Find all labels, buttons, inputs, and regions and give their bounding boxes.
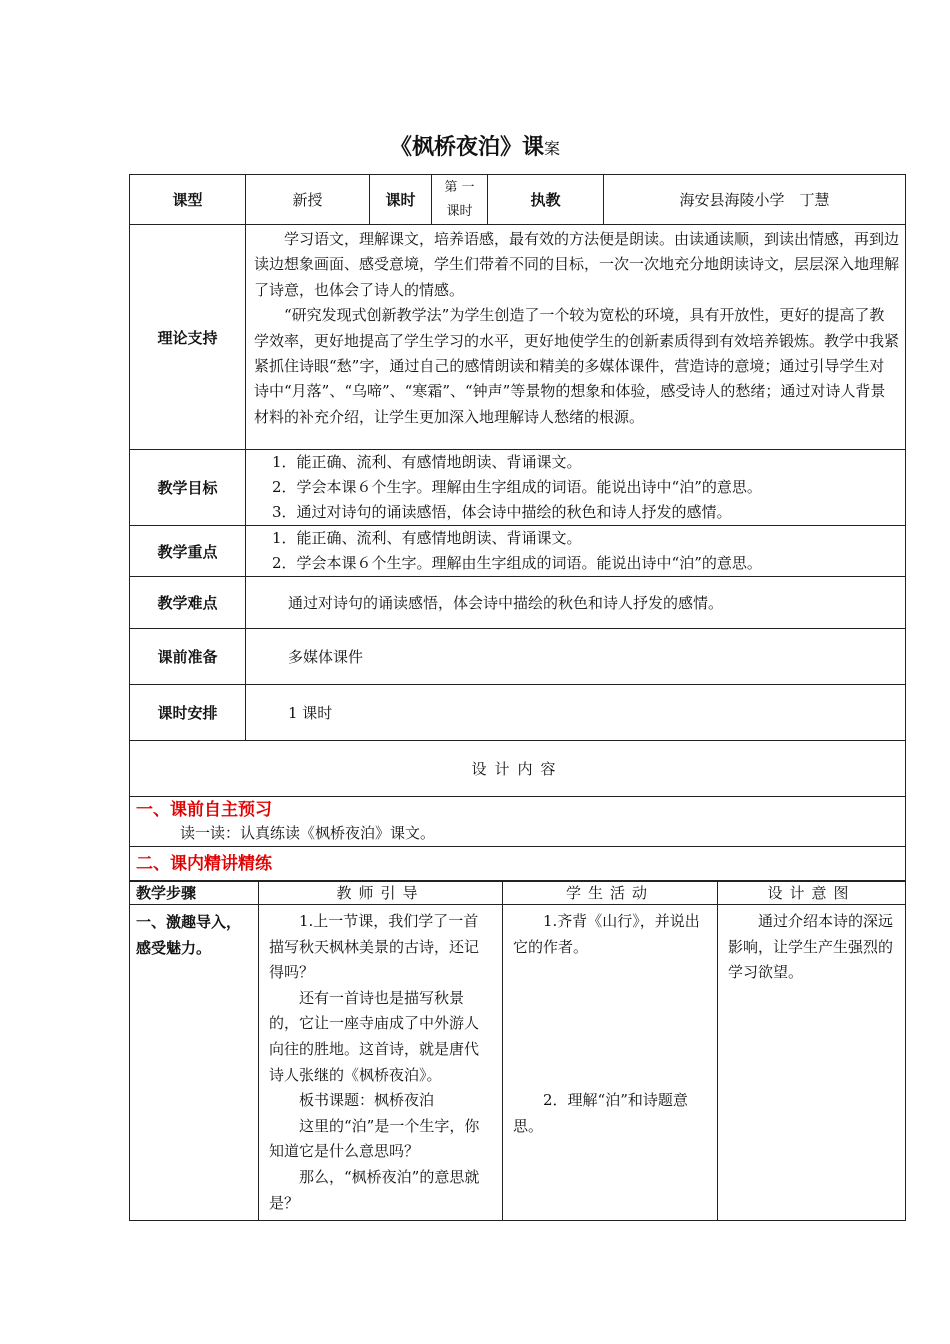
period-value: 第 一 课时 xyxy=(432,175,488,225)
key-points-label: 教学重点 xyxy=(130,526,246,577)
goal-item-1: 1．能正确、流利、有感情地朗读、背诵课文。 xyxy=(272,453,582,471)
step1-name: 一、激趣导入，感受魅力。 xyxy=(130,905,259,1221)
theory-paragraph-1: 学习语文，理解课文，培养语感，最有效的方法便是朗读。由读通读顺，到读出情感，再到边读边想象画面、感受意境，学生们带着不同的目标，一次一次地充分地朗读诗文，层层深入地理解了诗意，也体会了诗人的情感。 xyxy=(254,230,900,299)
difficulty-label: 教学难点 xyxy=(130,577,246,629)
preparation-value: 多媒体课件 xyxy=(246,629,906,685)
goals-row xyxy=(130,450,906,526)
theory-paragraph-2: “研究发现式创新教学法”为学生创造了一个较为宽松的环境，具有开放性，更好的提高了教学效率，更好地提高了学生学习的水平，更好地使学生的创新素质得到有效培养锻炼。教学中我紧紧抓住诗眼“愁”字，通过自己的感情朗读和精美的多媒体课件，营造诗的意境；通过引导学生对诗中“月落”、“乌啼”、“寒霜”、“钟声”等景物的想象和体验，感受诗人的愁绪；通过对诗人背景材料的补充介绍，让学生更加深入地理解诗人愁绪的根源。 xyxy=(254,306,900,426)
key-points-content xyxy=(246,526,906,577)
teacher-label: 执教 xyxy=(488,175,604,225)
student-column-header: 学生活动 xyxy=(503,881,718,905)
step1-student xyxy=(503,905,718,1221)
step1-row xyxy=(130,905,906,1221)
lesson-plan-table xyxy=(129,174,906,882)
step1-intent xyxy=(718,905,906,1221)
steps-table xyxy=(129,880,906,1221)
goals-label: 教学目标 xyxy=(130,450,246,526)
student-spacer xyxy=(513,960,707,1088)
key-point-item-1: 1．能正确、流利、有感情地朗读、背诵课文。 xyxy=(272,529,582,547)
difficulty-row xyxy=(130,577,906,629)
teacher-column-header: 教师引导 xyxy=(259,881,503,905)
theory-row xyxy=(130,225,906,450)
teacher-value: 海安县海陵小学 丁慧 xyxy=(604,175,906,225)
teacher-line-4: 这里的“泊”是一个生字，你知道它是什么意思吗？ xyxy=(269,1116,480,1161)
schedule-value: 1 课时 xyxy=(246,685,906,741)
title-main: 《枫桥夜泊》课 xyxy=(389,135,544,160)
type-label: 课型 xyxy=(130,175,246,225)
period-label: 课时 xyxy=(370,175,432,225)
goals-content xyxy=(246,450,906,526)
section1-content: 读一读：认真练读《枫桥夜泊》课文。 xyxy=(180,824,436,842)
theory-label: 理论支持 xyxy=(130,225,246,450)
type-value: 新授 xyxy=(246,175,370,225)
difficulty-value: 通过对诗句的诵读感悟，体会诗中描绘的秋色和诗人抒发的感情。 xyxy=(246,577,906,629)
section1-title: 一、课前自主预习 xyxy=(136,800,272,820)
intent-column-header: 设计意图 xyxy=(718,881,906,905)
teacher-line-3: 板书课题：枫桥夜泊 xyxy=(299,1091,435,1110)
design-label: 设计内容 xyxy=(130,741,906,797)
design-row xyxy=(130,741,906,797)
schedule-row xyxy=(130,685,906,741)
preparation-row xyxy=(130,629,906,685)
section1-cell xyxy=(130,797,906,847)
step1-teacher xyxy=(259,905,503,1221)
teacher-line-2: 还有一首诗也是描写秋景的，它让一座寺庙成了中外游人向往的胜地。这首诗，就是唐代诗人张继的《枫桥夜泊》。 xyxy=(269,988,480,1084)
section2-row xyxy=(130,847,906,882)
key-point-item-2: 2．学会本课６个生字。理解由生字组成的词语。能说出诗中“泊”的意思。 xyxy=(272,554,762,572)
intent-line-1: 通过介绍本诗的深远影响，让学生产生强烈的学习欲望。 xyxy=(728,912,894,982)
section2-title: 二、课内精讲精练 xyxy=(130,847,906,882)
theory-content xyxy=(246,225,906,450)
student-line-2: 2．理解“泊”和诗题意思。 xyxy=(513,1091,688,1135)
goal-item-2: 2．学会本课６个生字。理解由生字组成的词语。能说出诗中“泊”的意思。 xyxy=(272,478,762,496)
goal-item-3: 3．通过对诗句的诵读感悟，体会诗中描绘的秋色和诗人抒发的感情。 xyxy=(272,503,732,521)
steps-header-row xyxy=(130,881,906,905)
header-row xyxy=(130,175,906,225)
key-points-row xyxy=(130,526,906,577)
preparation-label: 课前准备 xyxy=(130,629,246,685)
step-column-header: 教学步骤 xyxy=(130,881,259,905)
section1-row xyxy=(130,797,906,847)
page-title xyxy=(0,132,950,165)
student-line-1: 1.齐背《山行》，并说出它的作者。 xyxy=(513,912,700,956)
title-suffix: 案 xyxy=(544,139,561,158)
teacher-line-1: 1.上一节课，我们学了一首描写秋天枫林美景的古诗，还记得吗？ xyxy=(269,912,480,982)
schedule-label: 课时安排 xyxy=(130,685,246,741)
teacher-line-5: 那么，“枫桥夜泊”的意思就是？ xyxy=(269,1167,480,1212)
